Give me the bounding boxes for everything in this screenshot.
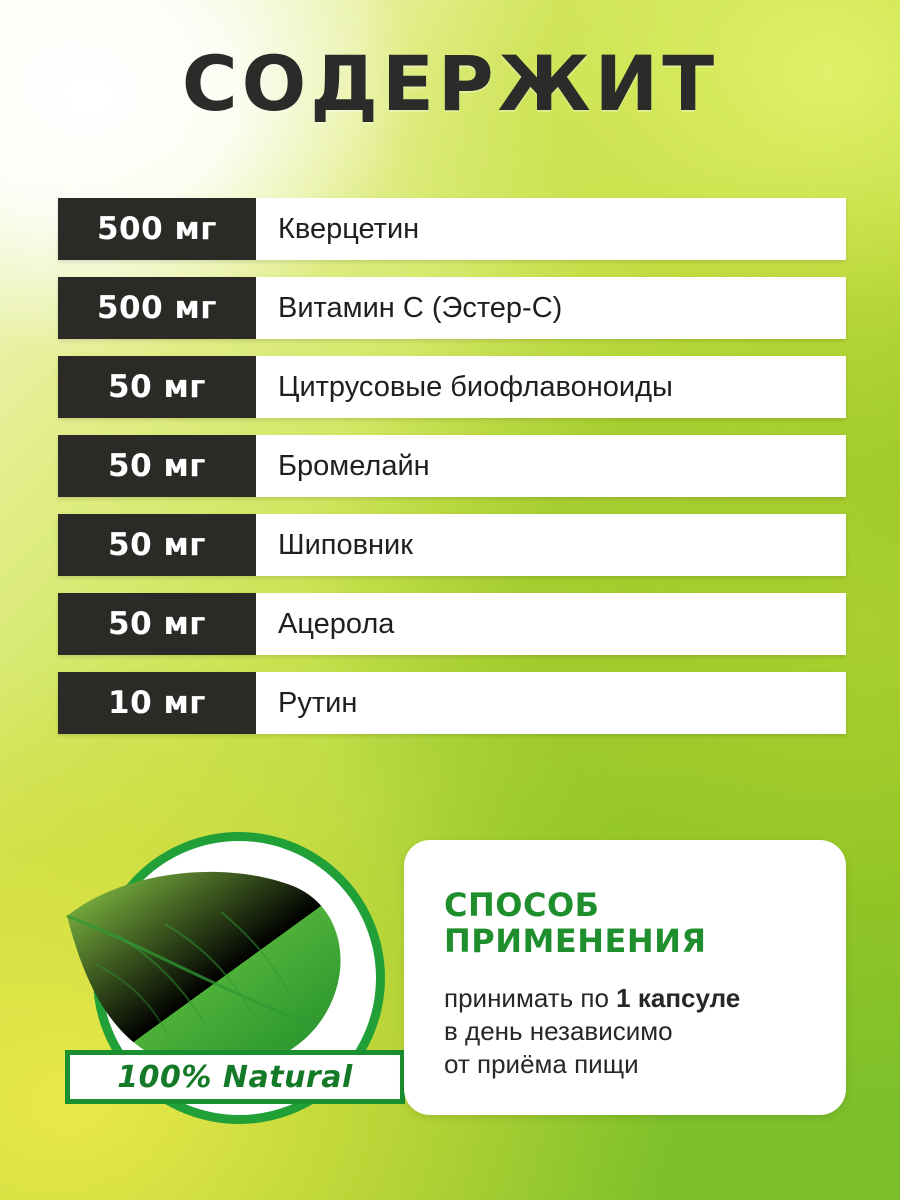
ingredients-table — [58, 198, 846, 734]
table-row — [58, 277, 846, 339]
ingredient-name: Витамин С (Эстер-С) — [256, 277, 846, 339]
ingredient-dose: 500 мг — [58, 198, 256, 260]
bottom-section — [0, 818, 900, 1148]
usage-text-line1 — [444, 982, 812, 1015]
ingredient-dose: 50 мг — [58, 593, 256, 655]
table-row — [58, 356, 846, 418]
table-row — [58, 198, 846, 260]
ingredient-name: Бромелайн — [256, 435, 846, 497]
ingredient-dose: 500 мг — [58, 277, 256, 339]
ingredient-name: Шиповник — [256, 514, 846, 576]
usage-title — [444, 888, 812, 960]
usage-text — [444, 982, 812, 1082]
usage-text-dose: 1 капсуле — [616, 982, 741, 1013]
natural-badge — [55, 828, 373, 1128]
ingredient-name: Цитрусовые биофлавоноиды — [256, 356, 846, 418]
table-row — [58, 514, 846, 576]
ingredient-name: Ацерола — [256, 593, 846, 655]
ingredient-dose: 10 мг — [58, 672, 256, 734]
ingredient-name: Рутин — [256, 672, 846, 734]
usage-card — [404, 840, 846, 1115]
table-row — [58, 435, 846, 497]
natural-label: 100% Natural — [65, 1050, 405, 1104]
usage-text-line3: от приёма пищи — [444, 1049, 639, 1080]
table-row — [58, 672, 846, 734]
ingredient-dose: 50 мг — [58, 435, 256, 497]
ingredient-dose: 50 мг — [58, 514, 256, 576]
usage-text-prefix: принимать по — [444, 982, 617, 1013]
page-title: СОДЕРЖИТ — [181, 39, 719, 128]
usage-title-line1: СПОСОБ — [444, 886, 600, 924]
usage-text-line2: в день независимо — [444, 1015, 673, 1046]
ingredient-dose: 50 мг — [58, 356, 256, 418]
ingredient-name: Кверцетин — [256, 198, 846, 260]
usage-title-line2: ПРИМЕНЕНИЯ — [444, 921, 707, 960]
table-row — [58, 593, 846, 655]
